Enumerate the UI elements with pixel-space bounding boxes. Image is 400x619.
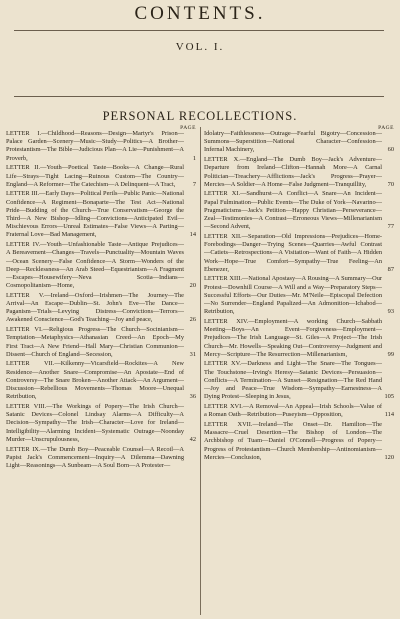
toc-page-number: 31 bbox=[189, 350, 196, 358]
toc-page-number: 20 bbox=[189, 282, 196, 290]
toc-entry bbox=[204, 318, 394, 359]
toc-entry-text: LETTER IV.—Youth—Unfashionable Taste—Antique Prejudices—A Bereavement—Changes—Travels—Punctuality—Mountain Waves—Ocean Scenery—False Confidence—A Storm—Wonders of the Deep—Recklessness—An Arab Steed—Equestrianism—A Fragment—Escapes—Housewifery—Neva Scotia—Indians—Cosmopolitanism—Home, bbox=[6, 241, 184, 290]
column-divider bbox=[200, 127, 201, 615]
toc-entry bbox=[204, 190, 394, 231]
toc-entry-text: LETTER VI.—Religious Progress—The Church—Socinianism—Temptation—Metaphysics—Athanasian Creed—An Epoch—My First Tract—A New Friend—Hall Mary—Christian Communion—Dissent—Church of England—Secession, bbox=[6, 326, 184, 358]
toc-entry-text: LETTER X.—England—The Dumb Boy—Jack's Adventure—Departure from Ireland—Clifton—Hannah More—A Carnal Politician—Treachery—Afflictions—Jack's Progress—Prayer—Mercies—A Soldier—A Home—False Judgment—Tranquillity, bbox=[204, 156, 382, 188]
toc-entry bbox=[204, 275, 394, 316]
right-column bbox=[204, 124, 394, 616]
toc-page-number: 14 bbox=[189, 231, 196, 239]
toc-entry-text: Idolatry—Faithlessness—Outrage—Fearful Bigotry—Concession—Summons—Superstition—National Character—Confession—Infernal Machinery, bbox=[204, 130, 382, 154]
toc-entry-text: LETTER VIII.—The Workings of Popery—The Irish Church—Satanic Devices—Colonel Lindsay Alarms—A Difficulty—A Decision—Sympathy—The Irish—Character—Love for Ireland—Intelligibility—Alarming Incident—Systematic Outrage—Noonday Murder—Unscrupulousness, bbox=[6, 403, 184, 443]
toc-page-number: 1 bbox=[192, 154, 196, 162]
toc-page-number: 93 bbox=[387, 308, 394, 316]
toc-entry-text: LETTER XIII.—National Apostasy—A Rousing—A Summary—Our Protest—Downhill Course—A Will and a Way—Preparatory Steps—Successful Efforts—Our Duties—Mr. M'Neile—Episcopal Defection—No Surrender—England Papalized—An Admonition—Ichabod—Retribution, bbox=[204, 275, 382, 316]
toc-page-number: 99 bbox=[387, 350, 394, 358]
toc-page-number: 105 bbox=[384, 393, 394, 401]
toc-entry bbox=[204, 130, 394, 155]
toc-entry bbox=[204, 421, 394, 462]
toc-entry-text: LETTER V.—Ireland—Oxford—Irishmen—The Journey—The Arrival—An Escape—Dublin—St. John's Eve—The Dance—Paganism—Trials—Levying Distress—Convictions—Terrors—Awakened Conscience—God's Teaching—Joy and peace, bbox=[6, 291, 184, 324]
toc-page-number: 77 bbox=[387, 223, 394, 231]
toc-page-number: 36 bbox=[189, 393, 196, 401]
toc-page-number: 26 bbox=[189, 316, 196, 324]
toc-entry bbox=[6, 403, 196, 444]
toc-entry-text: LETTER XIV.—Employment—A working Church—Sabbath Meeting—Boys—An Event—Forgiveness—Employment—Prejudices—The Irish Language—St. Giles—A Project—The Irish Church—Mr. Howells—Speaking Out—Controversy—Judgment and Mercy—Scripture—The Resurrection—Millenarianism, bbox=[204, 317, 382, 358]
toc-entry-text: LETTER I.—Childhood—Reasons—Design—Martyr's Prison—Palace Garden—Scenery—Music—Study—Politics—A Brother—Protestantism—The Bible—Judicious Plan—A Lie—Punishment—A Proverb, bbox=[6, 130, 184, 162]
toc-entry bbox=[204, 233, 394, 274]
toc-entry-text: LETTER IX.—The Dumb Boy—Peaceable Counsel—A Recoil—A Papist Jack's Commencement—Inquiry—A Dilemma—Dawning Light—Reasonings—A Sunbeam—A Soul Born—A Protester— bbox=[6, 445, 184, 469]
toc-entry-text: LETTER XI.—Sandhurst—A Conflict—A Snare—An Incident—Papal Fulmination—Public Events—The Duke of York—Navarino—Pragmaticisms—Jack's Petition—Happy Christian—Perseverance—Zeal—Testimonies—A Contrast—Erroneous Views—Millenarianism—Second Advent, bbox=[204, 190, 382, 231]
toc-entry bbox=[6, 190, 196, 239]
top-rule bbox=[14, 30, 384, 31]
toc-page-number: 87 bbox=[387, 265, 394, 273]
toc-entry bbox=[6, 446, 196, 471]
toc-page-number: 42 bbox=[189, 435, 196, 443]
section-rule bbox=[14, 96, 384, 97]
toc-entry-text: LETTER III.—Early Days—Political Perils—Public Panic—National Confidence—A Regiment—Bonaparte—The Test Act—National Pride—Budding of the Church—True Conservatism—George the Third—A New Bishop—Idling—Convictions—Anticipated Evil—Mischievous Errors—Unreal Estimates—False Views—A Parting—Fraternal Love—Bad Management, bbox=[6, 190, 184, 239]
toc-entry-text: LETTER XV.—Darkness and Light—The Snare—The Tongues—The Touchstone—Irving's Heresy—Satanic Devices—Persuasion—Conflicts—A Termination—A Sunset—Resignation—The Red Hand—Joy and Peace—True Wisdom—Sympathy—Earnestness—A Dying Protest—Sleeping in Jesus, bbox=[204, 360, 382, 401]
toc-page-number: 120 bbox=[384, 453, 394, 461]
toc-entry-text: LETTER XVII.—Ireland—The Onset—Dr. Hamilton—The Massacre—Cruel Desertion—The Bishop of London—The Archbishop of Tuam—Daniel O'Connell—Progress of Popery—Progress of Protestantism—Church Membership—Antinomianism—Mercies—Conclusion, bbox=[204, 420, 382, 461]
page-title: CONTENTS. bbox=[134, 3, 266, 24]
toc-entry bbox=[6, 360, 196, 401]
toc-page-number: 7 bbox=[192, 180, 196, 188]
toc-entry bbox=[6, 326, 196, 359]
left-column bbox=[6, 124, 196, 616]
page-column-header: PAGE bbox=[378, 125, 394, 131]
toc-entry-text: LETTER XII.—Separation—Old Impressions—Prejudices—Home-Forebodings—Danger—Trying Scenes—Quarries—Awful Contrast—Catiets—Retrospections—A Visitation—Want of Faith—A Hidden Work—Hope—True Comfort—Sympathy—True Feeling—An Ebenezer, bbox=[204, 232, 382, 273]
toc-entry-text: LETTER XVI.—A Removal—An Appeal—Irish Schools—Value of a Roman Oath—Retribution—Puseyism—Opposition, bbox=[204, 403, 382, 419]
toc-entry bbox=[6, 130, 196, 163]
toc-page-number: 114 bbox=[384, 411, 394, 419]
section-title: PERSONAL RECOLLECTIONS. bbox=[102, 109, 298, 123]
toc-entry bbox=[6, 241, 196, 290]
toc-entry-text: LETTER II.—Youth—Poetical Taste—Books—A Change—Rural Life—Strays—Tight Lacing—Ruinous Custom—The Country—England—A Reformer—The Catechism—A Delinquent—A Tract, bbox=[6, 164, 184, 188]
toc-entry bbox=[6, 292, 196, 325]
toc-entry-text: LETTER VII.—Kilkenny—Vicarsfield—Rockites—A New Residence—Another Snare—Compromise—An Apostate—End of Controversy—The Snare Broken—Another Attack—An Argument—Discussion—Rebellious Movements—Thomas Moore—Unequal Retribution, bbox=[6, 360, 184, 401]
toc-entry bbox=[204, 156, 394, 189]
toc-entry bbox=[6, 164, 196, 189]
page-column-header: PAGE bbox=[180, 125, 196, 131]
volume-label: VOL. I. bbox=[175, 41, 225, 53]
toc-entry bbox=[204, 403, 394, 419]
toc-entry bbox=[204, 360, 394, 401]
toc-page-number: 60 bbox=[387, 146, 394, 154]
toc-page-number: 70 bbox=[387, 180, 394, 188]
